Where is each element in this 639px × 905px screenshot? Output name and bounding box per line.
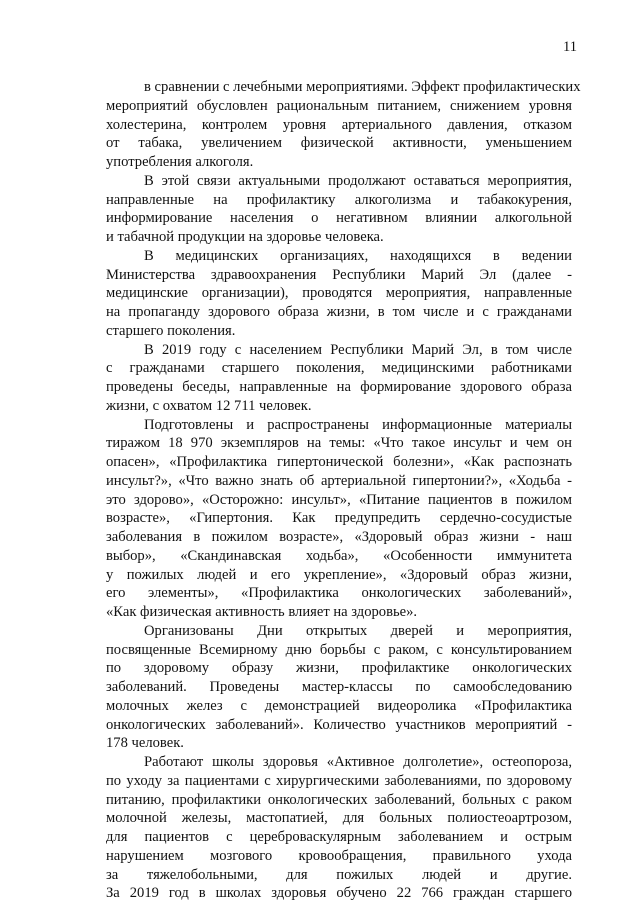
text-line: в сравнении с лечебными мероприятиями. Эффект профилактических [144,79,581,95]
text-line: «Как физическая активность влияет на здоровье». [106,604,418,620]
paragraph [106,753,572,903]
paragraph [106,622,572,753]
text-line: старшего поколения. [106,322,236,339]
text-line: холестерина, контролем уровня артериального давления, отказом [106,116,572,133]
text-line: инсульт?», «Что важно знать об артериальной гипертонии?», «Ходьба - [106,472,572,489]
text-line: Организованы Дни открытых дверей и мероприятия, [144,622,572,639]
text-line: Министерства здравоохранения Республики Марий Эл (далее - [106,266,572,283]
paragraph [106,341,572,416]
text-line: Подготовлены и распространены информационные материалы [144,416,572,433]
text-line: для пациентов с цереброваскулярным заболеванием и острым [106,829,572,845]
text-line: информирование населения о негативном влиянии алкогольной [106,210,572,227]
text-line: это здорово», «Осторожно: инсульт», «Питание пациентов в пожилом [106,491,572,508]
text-line: В медицинских организациях, находящихся в ведении [144,247,572,264]
paragraph [106,172,572,247]
text-line: и табачной продукции на здоровье человека. [106,229,384,245]
text-line: на пропаганду здорового образа жизни, в том числе и с гражданами [106,304,572,320]
text-line: мероприятий обусловлен рациональным питанием, снижением уровня [106,97,572,114]
text-line: 178 человек. [106,735,184,752]
text-line: медицинские организации), проводятся мероприятия, направленные [106,285,572,302]
document-body [106,78,581,903]
text-line: нарушением мозгового кровообращения, правильного ухода [106,847,572,864]
page-number: 11 [563,39,577,55]
text-line: онкологических заболеваний». Количество участников мероприятий - [106,716,572,733]
text-line: молочных желез с демонстрацией видеоролика «Профилактика [106,697,572,714]
text-line: В этой связи актуальными продолжают оставаться мероприятия, [144,172,572,189]
text-line: употребления алкоголя. [106,154,254,170]
text-line: жизни, с охватом 12 711 человек. [106,397,312,414]
text-line: тиражом 18 970 экземпляров на темы: «Что такое инсульт и чем он [106,435,572,452]
paragraph [106,416,572,622]
text-line: возрасте», «Гипертония. Как предупредить сердечно-сосудистые [106,510,572,527]
text-line: с гражданами старшего поколения, медицинскими работниками [106,360,572,377]
text-line: проведены беседы, направленные на формирование здорового образа [106,379,572,395]
paragraph [106,247,572,341]
text-line: заболевания в пожилом возрасте», «Здоровый образ жизни - наш [106,529,572,545]
text-line: заболеваний. Проведены мастер-классы по самообследованию [106,679,572,695]
text-line: за тяжелобольными, для пожилых людей и другие. [106,866,572,883]
text-line: у пожилых людей и его укрепление», «Здоровый образ жизни, [106,566,572,583]
text-line: его элементы», «Профилактика онкологических заболеваний», [106,585,572,602]
paragraph [106,78,581,172]
text-line: В 2019 году с населением Республики Марий Эл, в том числе [144,341,572,358]
text-line: питанию, профилактики онкологических заболеваний, больных с раком [106,791,572,808]
text-line: направленные на профилактику алкоголизма и табакокурения, [106,191,572,208]
text-line: посвященные Всемирному дню борьбы с раком, с консультированием [106,641,572,658]
text-line: опасен», «Профилактика гипертонической болезни», «Как распознать [106,454,572,470]
text-line: молочной железы, мастопатией, для больных полиостеоартрозом, [106,810,572,827]
text-line: от табака, увеличением физической активности, уменьшением [106,135,572,152]
text-line: Работают школы здоровья «Активное долголетие», остеопороза, [144,754,572,770]
text-line: выбор», «Скандинавская ходьба», «Особенности иммунитета [106,547,572,564]
text-line: по здоровому образу жизни, профилактике онкологических [106,660,572,677]
text-line: по уходу за пациентами с хирургическими заболеваниями, по здоровому [106,772,572,789]
text-line: За 2019 год в школах здоровья обучено 22 766 граждан старшего [106,885,572,902]
